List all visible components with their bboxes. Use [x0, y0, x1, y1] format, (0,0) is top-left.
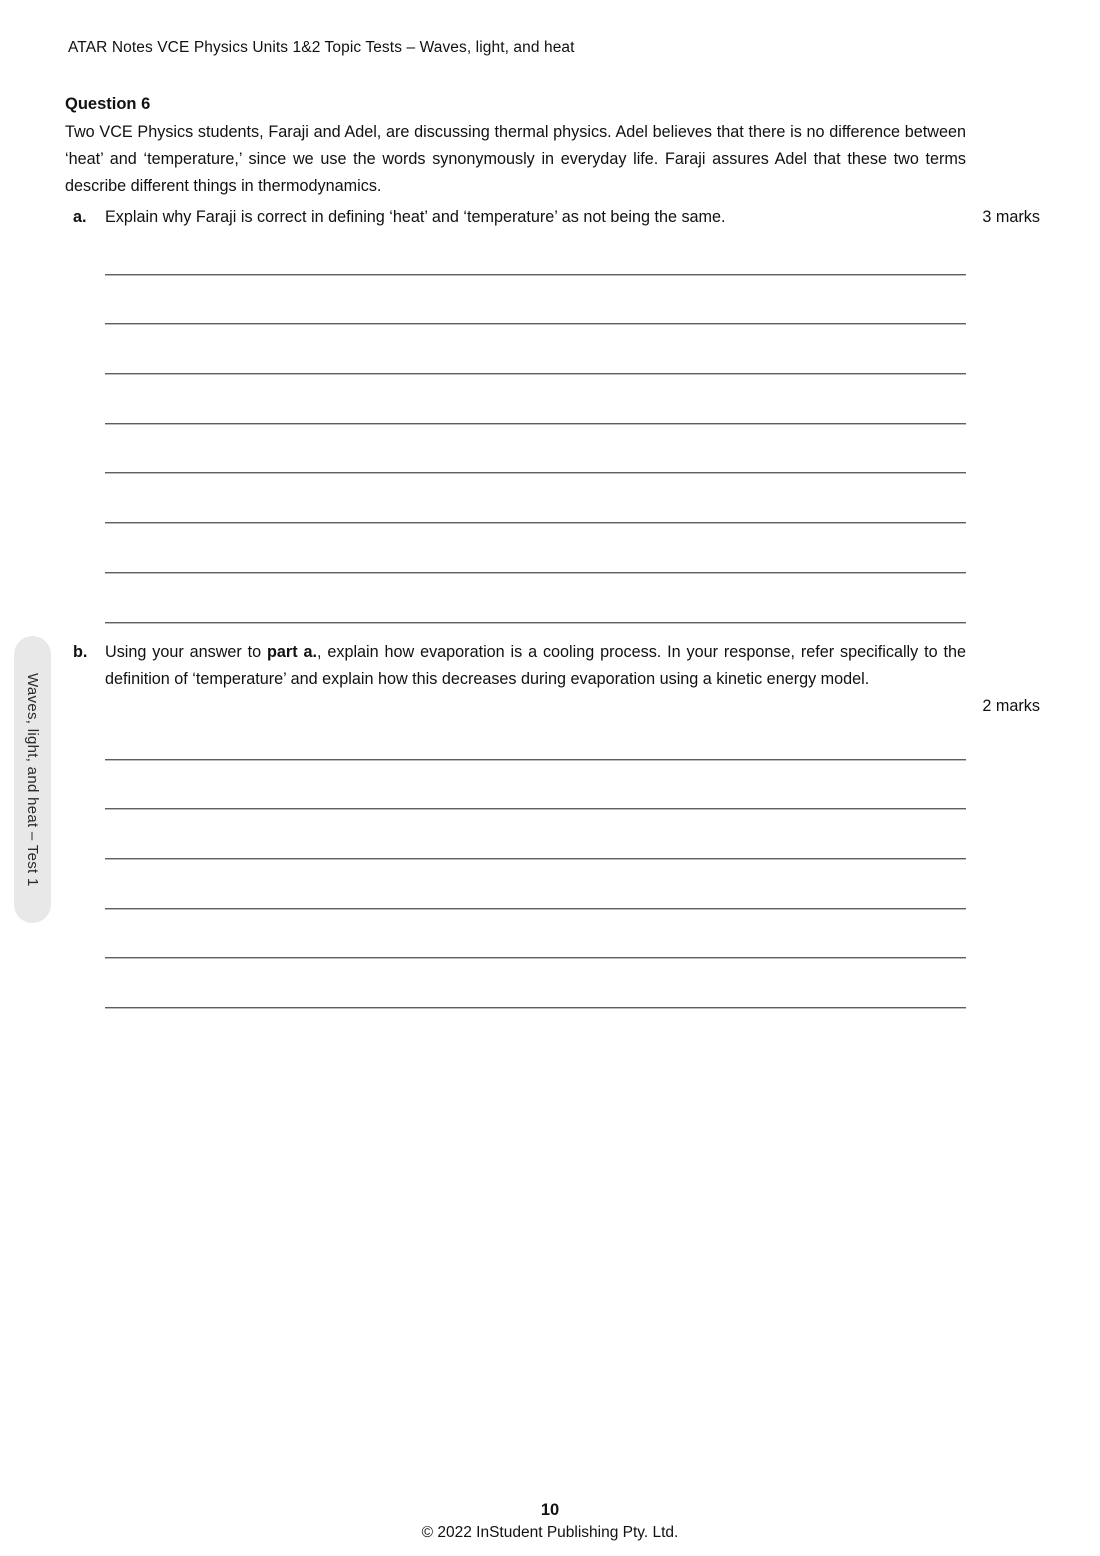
question-number-heading: Question 6	[65, 95, 151, 113]
answer-line	[105, 225, 966, 275]
answer-line	[105, 760, 966, 810]
part-b-answer-lines	[105, 710, 966, 1008]
part-a-marks: 3 marks	[982, 208, 1040, 226]
copyright-notice: © 2022 InStudent Publishing Pty. Ltd.	[421, 1524, 679, 1541]
answer-line	[105, 909, 966, 959]
answer-line	[105, 473, 966, 523]
page-header-title: ATAR Notes VCE Physics Units 1&2 Topic Tests – Waves, light, and heat	[68, 39, 575, 56]
part-a-answer-lines	[105, 225, 966, 623]
part-b-label: b.	[73, 643, 88, 661]
answer-line	[105, 523, 966, 573]
question-part-b	[73, 639, 1040, 715]
page-number: 10	[540, 1501, 560, 1519]
answer-line	[105, 374, 966, 424]
answer-line	[105, 324, 966, 374]
answer-line	[105, 958, 966, 1008]
chapter-tab	[14, 636, 51, 923]
part-b-text-bold-run: part a.	[267, 643, 317, 661]
answer-line	[105, 710, 966, 760]
part-a-text: Explain why Faraji is correct in defining ‘heat’ and ‘temperature’ as not being the same.	[105, 208, 726, 226]
question-intro-paragraph: Two VCE Physics students, Faraji and Adel, are discussing thermal physics. Adel believes that there is no difference between ‘heat’ and ‘temperature,’ since we use the words synonymously in everyday life. Faraji assures Adel that these two terms describe different things in thermodynamics.	[65, 123, 966, 195]
answer-line	[105, 859, 966, 909]
part-a-label: a.	[73, 208, 87, 226]
answer-line	[105, 573, 966, 623]
answer-line	[105, 424, 966, 474]
answer-line	[105, 275, 966, 325]
part-b-text-run: Using your answer to	[105, 643, 268, 661]
part-b-text	[105, 639, 966, 693]
part-b-marks: 2 marks	[982, 697, 1040, 715]
chapter-tab-label: Waves, light, and heat – Test 1	[24, 672, 41, 887]
answer-line	[105, 809, 966, 859]
part-b-text-run: , explain how evaporation is a cooling process. In your response, refer specifically to the definition of ‘temperature’ and explain how this decreases during evaporation using a kinetic energy model.	[105, 643, 966, 688]
